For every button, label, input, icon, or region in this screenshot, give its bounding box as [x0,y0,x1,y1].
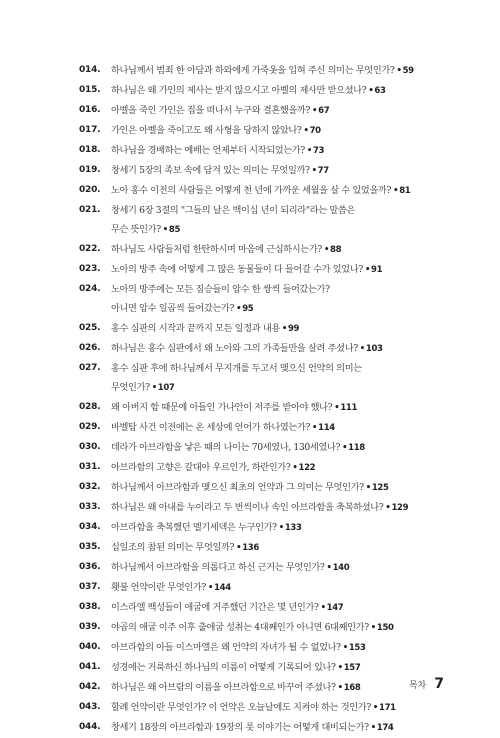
entry-title-text: 아브라함을 축복했던 멜기세덱은 누구인가? [111,522,277,533]
entry-page-number: 168 [343,683,361,693]
toc-entry [79,81,479,101]
entry-title [111,438,479,458]
leader-dot: • [151,383,157,393]
entry-title [111,81,479,101]
entry-title-text: 하나님도 사람들처럼 한탄하시며 마음에 근심하시는가? [111,244,322,255]
entry-title-text: 홍수 심판의 시작과 끝까지 모든 일정과 내용 [111,323,280,334]
entry-number: 033. [79,502,101,512]
toc-entry [79,658,479,678]
entry-title-line [111,181,479,201]
toc-entry [79,698,479,718]
leader-dot: • [306,146,312,156]
entry-title-line [111,718,479,738]
entry-title-line [111,81,479,101]
entry-page-number: 114 [318,423,335,433]
entry-page-number: 63 [374,86,386,96]
entry-title [111,61,479,81]
entry-title-text: 창세기 6장 3절의 "그들의 날은 백이십 년이 되리라"라는 말씀은 [111,205,355,216]
entry-number: 019. [79,165,101,175]
entry-title-line [111,398,479,418]
leader-dot: • [342,443,348,453]
entry-number: 021. [79,205,101,215]
toc-entry [79,458,479,478]
entry-title-text: 홍수 심판 후에 하나님께서 무지개를 두고서 맺으신 언약의 의미는 [111,363,362,374]
toc-entry [79,141,479,161]
entry-title-text: 횃불 언약이란 무엇인가? [111,582,206,593]
toc-entry [79,240,479,260]
leader-dot: • [385,503,391,513]
entry-title-text: 노아의 방주에는 모든 짐승들이 암수 한 쌍씩 들어갔는가? [111,284,330,295]
entry-number: 026. [79,343,101,353]
entry-title-text: 하나님은 왜 가인의 제사는 받지 않으시고 아벨의 제사만 받으셨나? [111,85,367,96]
entry-page-number: 174 [376,723,394,733]
entry-title [111,141,479,161]
entry-title [111,418,479,438]
entry-title [111,618,479,638]
entry-number: 034. [79,522,101,532]
entry-page-number: 67 [318,106,330,116]
entry-page-number: 171 [379,703,396,713]
entry-title [111,339,479,359]
entry-title [111,558,479,578]
entry-title-text: 왜 아버지 함 때문에 아들인 가나안이 저주를 받아야 했나? [111,402,333,413]
entry-title-text: 성경에는 거룩하신 하나님의 이름이 어떻게 기록되어 있나? [111,662,336,673]
entry-title-text: 아브라함의 아들 이스마엘은 왜 언약의 자녀가 될 수 없었나? [111,642,341,653]
entry-title-text: 십일조의 참된 의미는 무엇일까? [111,542,235,553]
entry-title-line [111,260,479,280]
toc-entry [79,280,479,319]
entry-title-line [111,658,479,678]
entry-number: 028. [79,402,101,412]
entry-number: 044. [79,722,101,732]
entry-number: 038. [79,602,101,612]
leader-dot: • [312,106,318,116]
entry-number: 041. [79,662,101,672]
leader-dot: • [278,523,284,533]
entry-page-number: 140 [332,563,350,573]
entry-title-line [111,578,479,598]
toc-entry [79,598,479,618]
entry-number: 029. [79,422,101,432]
entry-title [111,201,479,240]
toc-entry [79,339,479,359]
entry-title-text: 창세기 5장의 족보 속에 담겨 있는 의미는 무엇일까? [111,165,310,176]
leader-dot: • [303,126,309,136]
entry-title-line [111,698,479,718]
entry-title-text: 아벨을 죽인 가인은 집을 떠나서 누구와 결혼했을까? [111,105,311,116]
entry-title [111,638,479,658]
entry-title-line [111,458,479,478]
entry-title-text: 아니면 암수 일곱씩 들어갔는가? [111,303,235,314]
entry-page-number: 81 [399,186,411,196]
entry-page-number: 77 [317,166,329,176]
entry-number: 035. [79,542,101,552]
entry-page-number: 85 [168,225,181,235]
entry-page-number: 103 [365,344,383,354]
entry-number: 037. [79,582,101,592]
page-footer [409,676,444,692]
entry-title-line [111,61,479,81]
entry-title-text: 아브라함의 고향은 갈대아 우르인가, 하란인가? [111,462,291,473]
toc-entry [79,638,479,658]
toc-entry [79,101,479,121]
entry-title [111,498,479,518]
footer-section-label: 목차 [408,681,427,691]
leader-dot: • [337,663,343,673]
entry-number: 017. [79,125,101,135]
entry-number: 023. [79,264,101,274]
entry-number: 042. [79,682,101,692]
entry-number: 032. [79,482,101,492]
leader-dot: • [337,683,343,693]
entry-number: 024. [79,284,101,294]
page-number: 7 [434,676,444,692]
entry-title-line [111,498,479,518]
toc-entry [79,260,479,280]
entry-number: 031. [79,462,101,472]
leader-dot: • [396,66,402,76]
toc-entry [79,578,479,598]
entry-page-number: 59 [402,66,414,76]
toc-entry [79,498,479,518]
toc-entry [79,418,479,438]
leader-dot: • [370,723,376,733]
entry-title-line [111,161,479,181]
toc-entry [79,478,479,498]
entry-title [111,718,479,738]
entry-title-line [111,478,479,498]
toc-entry [79,558,479,578]
entry-number: 025. [79,323,101,333]
entry-title [111,181,479,201]
entry-title [111,319,479,339]
leader-dot: • [292,463,298,473]
entry-number: 036. [79,562,101,572]
leader-dot: • [162,225,168,235]
toc-entry [79,518,479,538]
entry-page-number: 99 [287,324,300,334]
entry-title-text: 바벨탑 사건 이전에는 온 세상에 언어가 하나였는가? [111,422,311,433]
entry-title-text: 하나님은 왜 아내를 누이라고 두 번씩이나 속인 아브라함을 축복하셨나? [111,502,384,513]
leader-dot: • [364,265,371,275]
entry-title-line [111,418,479,438]
entry-title-line [111,518,479,538]
entry-title-line [111,438,479,458]
entry-number: 043. [79,702,101,712]
entry-title-line [111,378,479,398]
entry-number: 039. [79,622,101,632]
leader-dot: • [370,623,376,633]
entry-title-text: 가인은 아벨을 죽이고도 왜 사형을 당하지 않았나? [111,125,302,136]
toc-entry [79,181,479,201]
toc-entry [79,319,479,339]
entry-page-number: 144 [214,583,231,593]
entry-title-text: 노아의 방주 속에 어떻게 그 많은 동물들이 다 들어갈 수가 있었나? [111,264,363,275]
entry-title-text: 하나님께서 범죄 한 아담과 하와에게 가죽옷을 입혀 주신 의미는 무엇인가? [111,65,395,76]
toc-entry [79,618,479,638]
toc-entry [79,398,479,418]
entry-title [111,598,479,618]
entry-title-text: 야곱의 애굽 이주 이후 출애굽 성취는 4대째인가 아니면 6대째인가? [111,622,369,633]
entry-title-line [111,299,479,319]
entry-title-text: 무슨 뜻인가? [111,224,161,235]
entry-title [111,658,479,678]
leader-dot: • [207,583,214,593]
entry-number: 018. [79,145,101,155]
entry-title-line [111,558,479,578]
entry-title-line [111,339,479,359]
entry-page-number: 136 [242,543,259,553]
entry-page-number: 118 [348,443,365,453]
entry-title [111,478,479,498]
entry-title [111,398,479,418]
leader-dot: • [326,563,332,573]
entry-title-line [111,319,479,339]
entry-page-number: 111 [340,403,358,413]
entry-number: 022. [79,244,101,254]
entry-page-number: 125 [371,483,389,493]
leader-dot: • [372,703,378,713]
entry-title [111,240,479,260]
entry-title-text: 이스라엘 백성들이 애굽에 거주했던 기간은 몇 년인가? [111,602,319,613]
entry-title-line [111,598,479,618]
entry-title-line [111,121,479,141]
entry-page-number: 122 [298,463,316,473]
entry-title-line [111,618,479,638]
toc-entry [79,121,479,141]
leader-dot: • [236,543,242,553]
entry-title-line [111,538,479,558]
leader-dot: • [359,344,365,354]
toc-entry [79,201,479,240]
entry-title-line [111,280,479,299]
entry-title-text: 할례 언약이란 무엇인가? 이 언약은 오늘날에도 지켜야 하는 것인가? [111,702,371,713]
table-of-contents [79,61,479,738]
entry-title [111,578,479,598]
entry-page-number: 95 [242,304,254,314]
entry-title [111,280,479,319]
leader-dot: • [334,403,340,413]
leader-dot: • [320,603,326,613]
entry-title-text: 하나님께서 아브라함과 맺으신 최초의 언약과 그 의미는 무엇인가? [111,482,364,493]
leader-dot: • [311,166,317,176]
entry-page-number: 107 [157,383,175,393]
entry-title-line [111,141,479,161]
entry-title [111,121,479,141]
toc-entry [79,61,479,81]
entry-title-line [111,359,479,378]
entry-title-text: 하나님께서 아브라함을 의롭다고 하신 근거는 무엇인가? [111,562,325,573]
entry-number: 040. [79,642,101,652]
entry-page-number: 147 [326,603,344,613]
toc-entry [79,718,479,738]
entry-number: 015. [79,85,101,95]
entry-page-number: 73 [312,146,325,156]
entry-title-text: 노아 홍수 이전의 사람들은 어떻게 천 년에 가까운 세월을 살 수 있었을까? [111,185,392,196]
leader-dot: • [393,186,399,196]
entry-number: 020. [79,185,101,195]
entry-title-text: 하나님을 경배하는 예배는 언제부터 시작되었는가? [111,145,305,156]
leader-dot: • [281,324,287,334]
entry-title-text: 창세기 18장의 아브라함과 19장의 롯 이야기는 어떻게 대비되는가? [111,722,369,733]
entry-title-line [111,638,479,658]
entry-number: 016. [79,105,101,115]
toc-entry [79,438,479,458]
entry-title [111,359,479,398]
leader-dot: • [342,643,348,653]
entry-page-number: 157 [343,663,361,673]
entry-page-number: 91 [371,265,383,275]
entry-page-number: 88 [330,245,342,255]
entry-title-text: 하나님은 왜 아브람의 이름을 아브라함으로 바꾸어 주셨나? [111,682,336,693]
leader-dot: • [236,304,242,314]
entry-page-number: 129 [391,503,409,513]
entry-title-text: 무엇인가? [111,382,150,393]
entry-title [111,260,479,280]
entry-number: 030. [79,442,101,452]
entry-title [111,161,479,181]
entry-title-line [111,101,479,121]
entry-page-number: 150 [376,623,394,633]
leader-dot: • [323,245,330,255]
leader-dot: • [368,86,374,96]
toc-entry [79,538,479,558]
entry-number: 014. [79,65,101,75]
entry-title [111,698,479,718]
entry-title-text: 데라가 아브라함을 낳은 때의 나이는 70세였나, 130세였나? [111,442,341,453]
entry-title-line [111,201,479,220]
entry-page-number: 70 [309,126,321,136]
entry-title-line [111,240,479,260]
entry-title-text: 하나님은 홍수 심판에서 왜 노아와 그의 가족들만을 살려 주셨나? [111,343,358,354]
entry-number: 027. [79,363,101,373]
entry-title [111,101,479,121]
entry-page-number: 133 [284,523,302,533]
entry-title [111,518,479,538]
entry-page-number: 153 [348,643,366,653]
toc-entry [79,161,479,181]
toc-entry [79,359,479,398]
entry-title [111,538,479,558]
entry-title [111,458,479,478]
entry-title-line [111,220,479,240]
leader-dot: • [365,483,371,493]
leader-dot: • [312,423,318,433]
